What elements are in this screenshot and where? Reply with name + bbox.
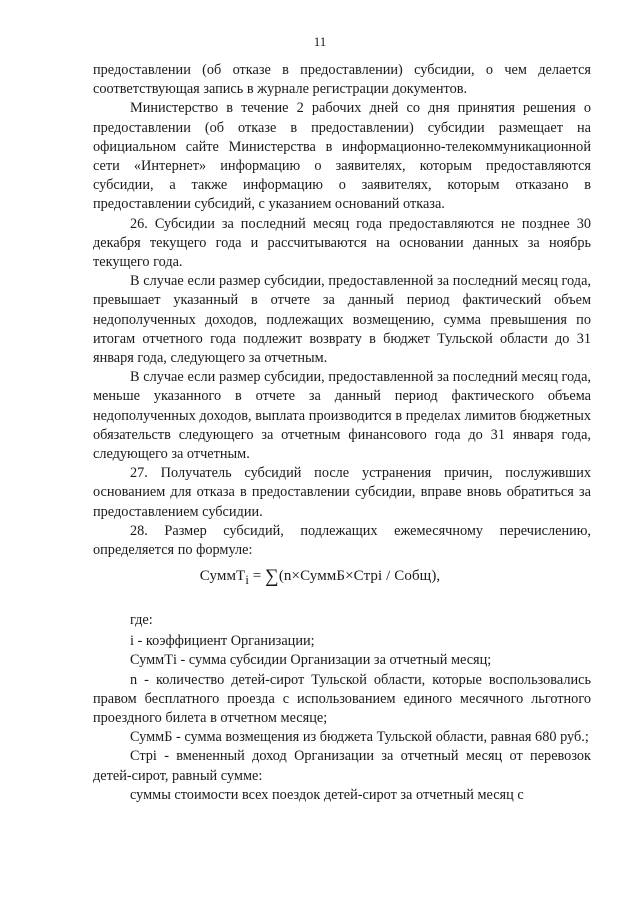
- formula-equals: =: [248, 568, 266, 584]
- paragraph-item-27: 27. Получатель субсидий после устранения причин, послуживших основанием для отказа в предоставлении субсидии, вправе вновь обратиться за предоставлением субсидии.: [93, 465, 591, 520]
- definitions-intro: где:: [130, 612, 153, 628]
- definition-summt: СуммТi - сумма субсидии Организации за отчетный месяц;: [130, 652, 492, 669]
- definition-trips-sum: суммы стоимости всех поездок детей-сирот за отчетный месяц с: [130, 786, 524, 803]
- paragraph-ministry-publication: Министерство в течение 2 рабочих дней со дня принятия решения о предоставлении (об отказе в предоставлении) субсидии размещает на официальном сайте Министерства в информационно-телекоммуникационной сети «Интернет» информацию о заявителях, которым предоставляются субсидии, а также информацию о заявителях, которым отказано в предоставлении субсидий, с указанием оснований отказа.: [93, 100, 591, 213]
- formula-rhs: (n×СуммБ×Стрi / Собщ),: [278, 568, 441, 584]
- formula-definitions: [93, 611, 591, 805]
- paragraph-excess-refund: В случае если размер субсидии, предоставленной за последний месяц года, превышает указанный в отчете за данный период фактический объем недополученных доходов, подлежащих возмещению, сумма превышения по итогам отчетного года подлежит возврату в бюджет Тульской области до 31 января года, следующего за отчетным.: [93, 273, 591, 367]
- paragraph-item-26: 26. Субсидии за последний месяц года предоставляются не позднее 30 декабря текущего года и рассчитываются на основании данных за ноябрь текущего года.: [93, 215, 591, 271]
- definition-summb: СуммБ - сумма возмещения из бюджета Тульской области, равная 680 руб.;: [130, 729, 589, 746]
- paragraph-shortfall-payment: В случае если размер субсидии, предоставленной за последний месяц года, меньше указанного в отчете за данный период фактического объема недополученных доходов, выплата производится в пределах лимитов бюджетных обязательств следующего за отчетным финансового года до 31 января года, следующего за отчетным.: [93, 369, 591, 463]
- definition-n: n - количество детей-сирот Тульской области, которые воспользовались правом бесплатного проезда с использованием единого месячного льготного проездного билета в отчетном месяце;: [93, 671, 591, 727]
- definition-i: i - коэффициент Организации;: [130, 633, 315, 650]
- page-number: 11: [313, 34, 327, 49]
- definition-stri: Стрi - вмененный доход Организации за отчетный месяц от перевозок детей-сирот, равный сумме:: [93, 748, 591, 784]
- formula-lhs-subscript: i: [245, 573, 249, 587]
- subsidy-formula: [0, 566, 640, 588]
- sum-symbol: ∑: [265, 566, 279, 587]
- paragraph-continuation: предоставлении (об отказе в предоставлении) субсидии, о чем делается соответствующая запись в журнале регистрации документов.: [93, 62, 591, 98]
- paragraph-item-28: 28. Размер субсидий, подлежащих ежемесячному перечислению, определяется по формуле:: [93, 522, 591, 559]
- formula-lhs: СуммТ: [199, 568, 246, 584]
- document-body: [93, 61, 591, 560]
